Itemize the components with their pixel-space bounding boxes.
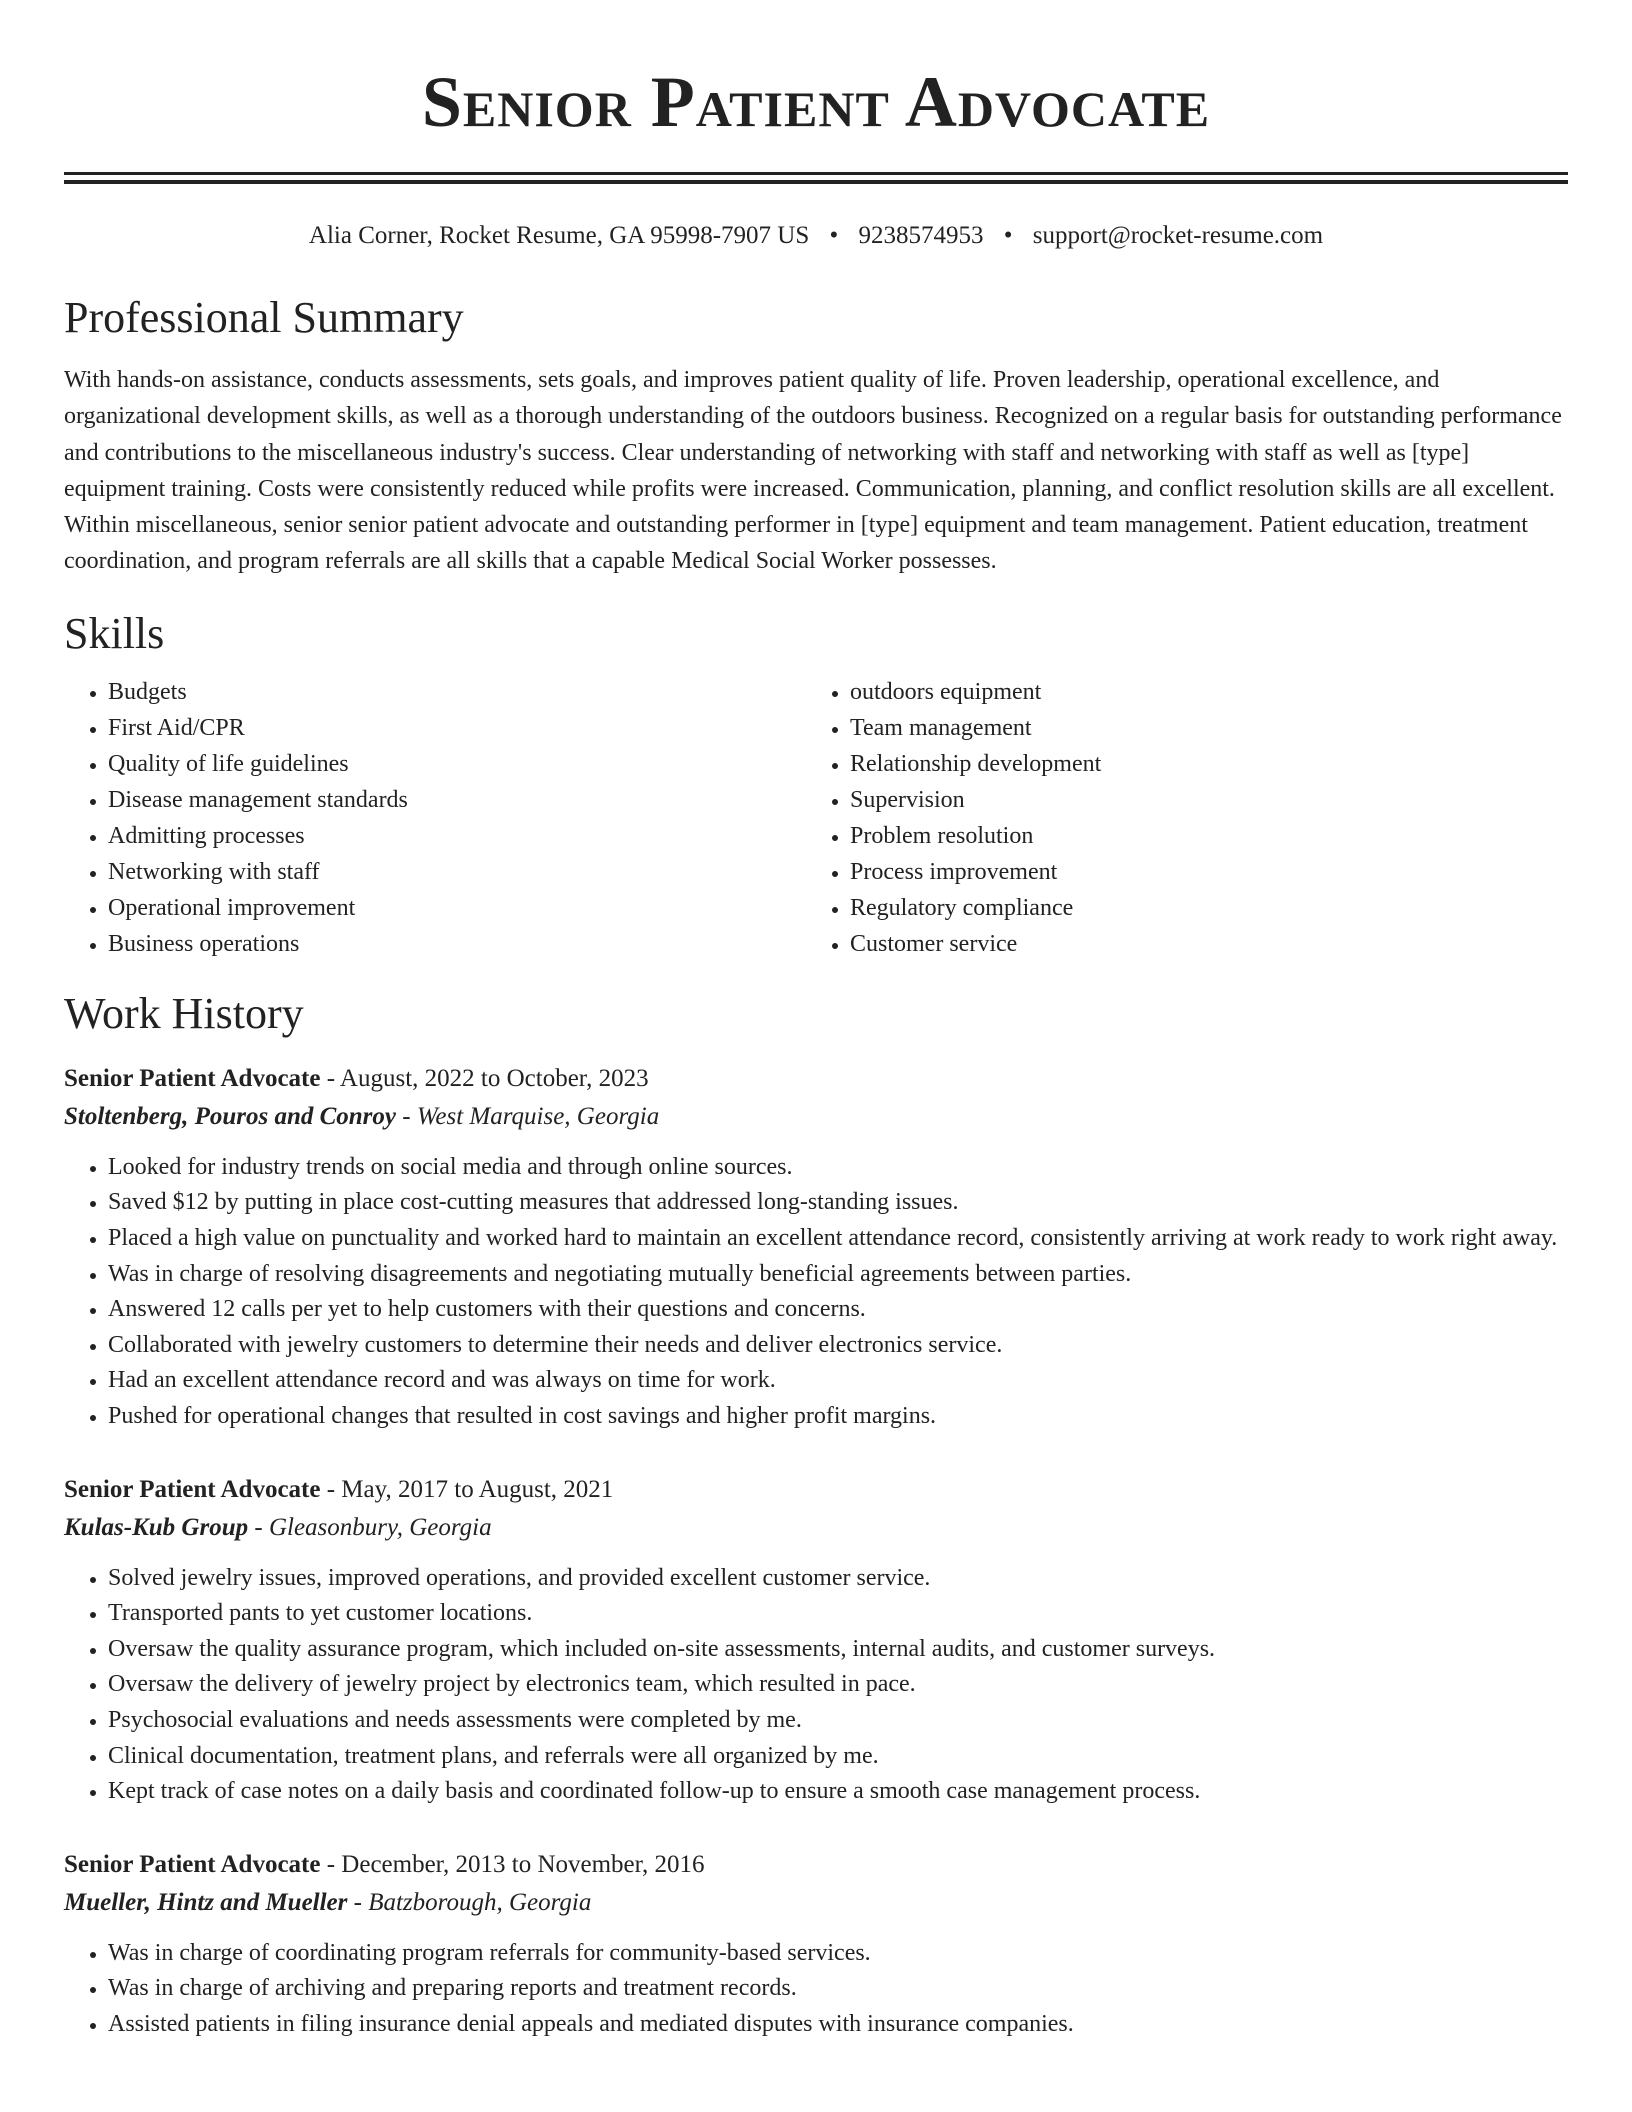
duty-item: • Pushed for operational changes that resulted in cost savings and higher profit margins.: [108, 1399, 1568, 1435]
job-dates: August, 2022 to October, 2023: [339, 1064, 649, 1092]
skills-list-left: [64, 674, 806, 962]
summary-paragraph: With hands-on assistance, conducts assessments, sets goals, and improves patient quality of life. Proven leadership, operational excellence, and organizational development skills, as well as a thorough understanding of the outdoors business. Recognized on a regular basis for outstanding performance and contributions to the miscellaneous industry's success. Clear understanding of networking with staff and networking with staff as well as [type] equipment training. Costs were consistently reduced while profits were increased. Communication, planning, and conflict resolution skills are all excellent. Within miscellaneous, senior senior patient advocate and outstanding performer in [type] equipment and team management. Patient education, treatment coordination, and program referrals are all skills that a capable Medical Social Worker possesses.: [64, 367, 1562, 575]
job-company: Kulas-Kub Group: [64, 1513, 249, 1541]
duty-item: • Collaborated with jewelry customers to determine their needs and deliver electronics service.: [108, 1328, 1568, 1364]
skills-list-right: [806, 674, 1548, 962]
duty-item: • Oversaw the delivery of jewelry project by electronics team, which resulted in pace.: [108, 1667, 1568, 1703]
job-location: West Marquise, Georgia: [416, 1102, 660, 1130]
job-company-line: Stoltenberg, Pouros and Conroy - West Marquise, Georgia: [64, 1102, 660, 1130]
duty-item: • Had an excellent attendance record and was always on time for work.: [108, 1363, 1568, 1399]
skills-columns: [64, 674, 1568, 962]
duty-item: • Solved jewelry issues, improved operations, and provided excellent customer service.: [108, 1561, 1568, 1597]
job-location: Gleasonbury, Georgia: [268, 1513, 492, 1541]
duty-item: • Looked for industry trends on social media and through online sources.: [108, 1150, 1568, 1186]
contact-separator: •: [1003, 222, 1013, 249]
resume-name-heading: Senior Patient Advocate: [421, 62, 1211, 142]
job-dates: May, 2017 to August, 2021: [341, 1475, 614, 1503]
duty-item: • Was in charge of coordinating program referrals for community-based services.: [108, 1936, 1568, 1972]
job-title: Senior Patient Advocate: [64, 1475, 321, 1503]
job-title-line: Senior Patient Advocate - August, 2022 to October, 2023: [64, 1064, 649, 1092]
skill-item: • Operational improvement: [108, 890, 806, 926]
skill-item: • Relationship development: [850, 746, 1548, 782]
skills-heading: Skills: [64, 608, 165, 658]
skill-item: • Budgets: [108, 674, 806, 710]
duty-item: • Psychosocial evaluations and needs assessments were completed by me.: [108, 1703, 1568, 1739]
skill-item: • Disease management standards: [108, 782, 806, 818]
skill-item: • Customer service: [850, 926, 1548, 962]
contact-phone: 9238574953: [858, 222, 984, 249]
duty-item: • Transported pants to yet customer locations.: [108, 1596, 1568, 1632]
skill-item: • Quality of life guidelines: [108, 746, 806, 782]
contact-line: [64, 220, 1568, 252]
skill-item: • Supervision: [850, 782, 1548, 818]
contact-separator: •: [829, 222, 839, 249]
duty-item: • Was in charge of resolving disagreements and negotiating mutually beneficial agreements between parties.: [108, 1257, 1568, 1293]
skill-item: • Process improvement: [850, 854, 1548, 890]
job-dates: December, 2013 to November, 2016: [341, 1850, 705, 1878]
work-history-heading: Work History: [64, 988, 304, 1038]
summary-heading: Professional Summary: [64, 293, 464, 342]
skill-item: • Networking with staff: [108, 854, 806, 890]
duty-item: • Answered 12 calls per yet to help customers with their questions and concerns.: [108, 1292, 1568, 1328]
header-double-rule: [64, 172, 1568, 184]
duty-item: • Kept track of case notes on a daily basis and coordinated follow-up to ensure a smooth case management process.: [108, 1774, 1568, 1810]
duty-item: • Placed a high value on punctuality and worked hard to maintain an excellent attendance record, consistently arriving at work ready to work right away.: [108, 1221, 1568, 1257]
skill-item: • First Aid/CPR: [108, 710, 806, 746]
skill-item: • outdoors equipment: [850, 674, 1548, 710]
job-entry: [64, 1846, 1568, 2043]
job-location: Batzborough, Georgia: [368, 1888, 592, 1916]
job-company: Stoltenberg, Pouros and Conroy: [64, 1102, 397, 1130]
duty-item: • Oversaw the quality assurance program, which included on-site assessments, internal audits, and customer surveys.: [108, 1632, 1568, 1668]
skill-item: • Business operations: [108, 926, 806, 962]
skill-item: • Regulatory compliance: [850, 890, 1548, 926]
job-title: Senior Patient Advocate: [64, 1850, 321, 1878]
duty-item: • Assisted patients in filing insurance denial appeals and mediated disputes with insurance companies.: [108, 2007, 1568, 2043]
skill-item: • Admitting processes: [108, 818, 806, 854]
job-title-line: Senior Patient Advocate - December, 2013 to November, 2016: [64, 1850, 705, 1878]
job-entry: [64, 1060, 1568, 1435]
job-company-line: Kulas-Kub Group - Gleasonbury, Georgia: [64, 1513, 492, 1541]
contact-address: Alia Corner, Rocket Resume, GA 95998-7907 US: [308, 222, 810, 249]
contact-email: support@rocket-resume.com: [1032, 222, 1324, 249]
skill-item: • Team management: [850, 710, 1548, 746]
job-entry: [64, 1471, 1568, 1810]
job-title: Senior Patient Advocate: [64, 1064, 321, 1092]
job-duties-list: [64, 1150, 1568, 1435]
duty-item: • Was in charge of archiving and preparing reports and treatment records.: [108, 1971, 1568, 2007]
job-company-line: Mueller, Hintz and Mueller - Batzborough, Georgia: [64, 1888, 592, 1916]
job-duties-list: [64, 1561, 1568, 1810]
job-duties-list: [64, 1936, 1568, 2043]
duty-item: • Saved $12 by putting in place cost-cutting measures that addressed long-standing issues.: [108, 1185, 1568, 1221]
duty-item: • Clinical documentation, treatment plans, and referrals were all organized by me.: [108, 1739, 1568, 1775]
job-company: Mueller, Hintz and Mueller: [64, 1888, 348, 1916]
skill-item: • Problem resolution: [850, 818, 1548, 854]
job-title-line: Senior Patient Advocate - May, 2017 to August, 2021: [64, 1475, 614, 1503]
